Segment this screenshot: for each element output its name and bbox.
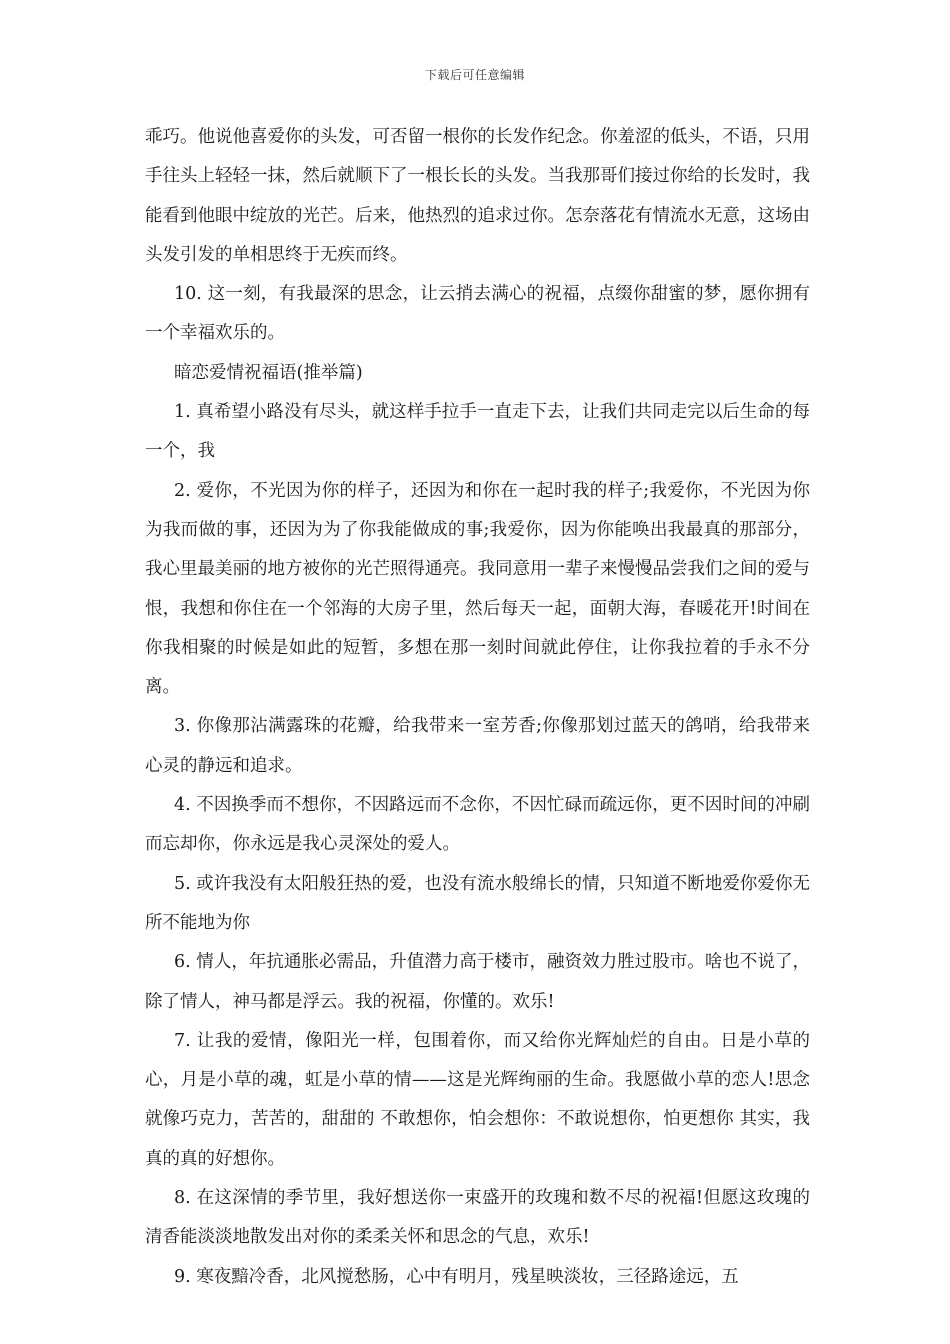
page-header-note: 下载后可任意编辑 [424,68,525,82]
paragraph-item-4: 4. 不因换季而不想你，不因路远而不念你，不因忙碌而疏远你，更不因时间的冲刷而忘却你，你永远是我心灵深处的爱人。 [145,795,810,855]
paragraph-item-2: 2. 爱你，不光因为你的样子，还因为和你在一起时我的样子;我爱你，不光因为你为我而做的事，还因为为了你我能做成的事;我爱你，因为你能唤出我最真的那部分，我心里最美丽的地方被你的光芒照得通亮。我同意用一辈子来慢慢品尝我们之间的爱与恨，我想和你住在一个邻海的大房子里，然后每天一起，面朝大海，春暖花开!时间在你我相聚的时候是如此的短暂，多想在那一刻时间就此停住，让你我拉着的手永不分离。 [145,480,810,698]
paragraph-item-5: 5. 或许我没有太阳般狂热的爱，也没有流水般绵长的情，只知道不断地爱你爱你无所不能地为你 [145,873,810,933]
paragraph-item-10: 10. 这一刻，有我最深的思念，让云捎去满心的祝福，点缀你甜蜜的梦，愿你拥有一个幸福欢乐的。 [145,284,810,344]
paragraph-item-9: 9. 寒夜黯冷香，北风搅愁肠，心中有明月，残星映淡妆，三径路途远，五 [174,1266,739,1287]
paragraph-item-8: 8. 在这深情的季节里，我好想送你一束盛开的玫瑰和数不尽的祝福!但愿这玫瑰的清香能淡淡地散发出对你的柔柔关怀和思念的气息，欢乐! [145,1188,810,1248]
paragraph-continuation: 乖巧。他说他喜爱你的头发，可否留一根你的长发作纪念。你羞涩的低头，不语，只用手往头上轻轻一抹，然后就顺下了一根长长的头发。当我那哥们接过你给的长发时，我能看到他眼中绽放的光芒。后来，他热烈的追求过你。怎奈落花有情流水无意，这场由头发引发的单相思终于无疾而终。 [145,127,810,265]
paragraph-item-1: 1. 真希望小路没有尽头，就这样手拉手一直走下去，让我们共同走完以后生命的每一个，我 [145,402,810,462]
paragraph-item-3: 3. 你像那沾满露珠的花瓣，给我带来一室芳香;你像那划过蓝天的鸽哨，给我带来心灵的静远和追求。 [145,716,810,776]
document-body [145,118,810,1297]
paragraph-item-7: 7. 让我的爱情，像阳光一样，包围着你，而又给你光辉灿烂的自由。日是小草的心，月是小草的魂，虹是小草的情——这是光辉绚丽的生命。我愿做小草的恋人!思念就像巧克力，苦苦的，甜甜的 不敢想你，怕会想你：不敢说想你，怕更想你 其实，我真的真的好想你。 [145,1030,810,1169]
paragraph-item-6: 6. 情人，年抗通胀必需品，升值潜力高于楼市，融资效力胜过股市。啥也不说了，除了情人，神马都是浮云。我的祝福，你懂的。欢乐! [145,952,810,1012]
section-heading: 暗恋爱情祝福语(推举篇) [174,362,363,383]
